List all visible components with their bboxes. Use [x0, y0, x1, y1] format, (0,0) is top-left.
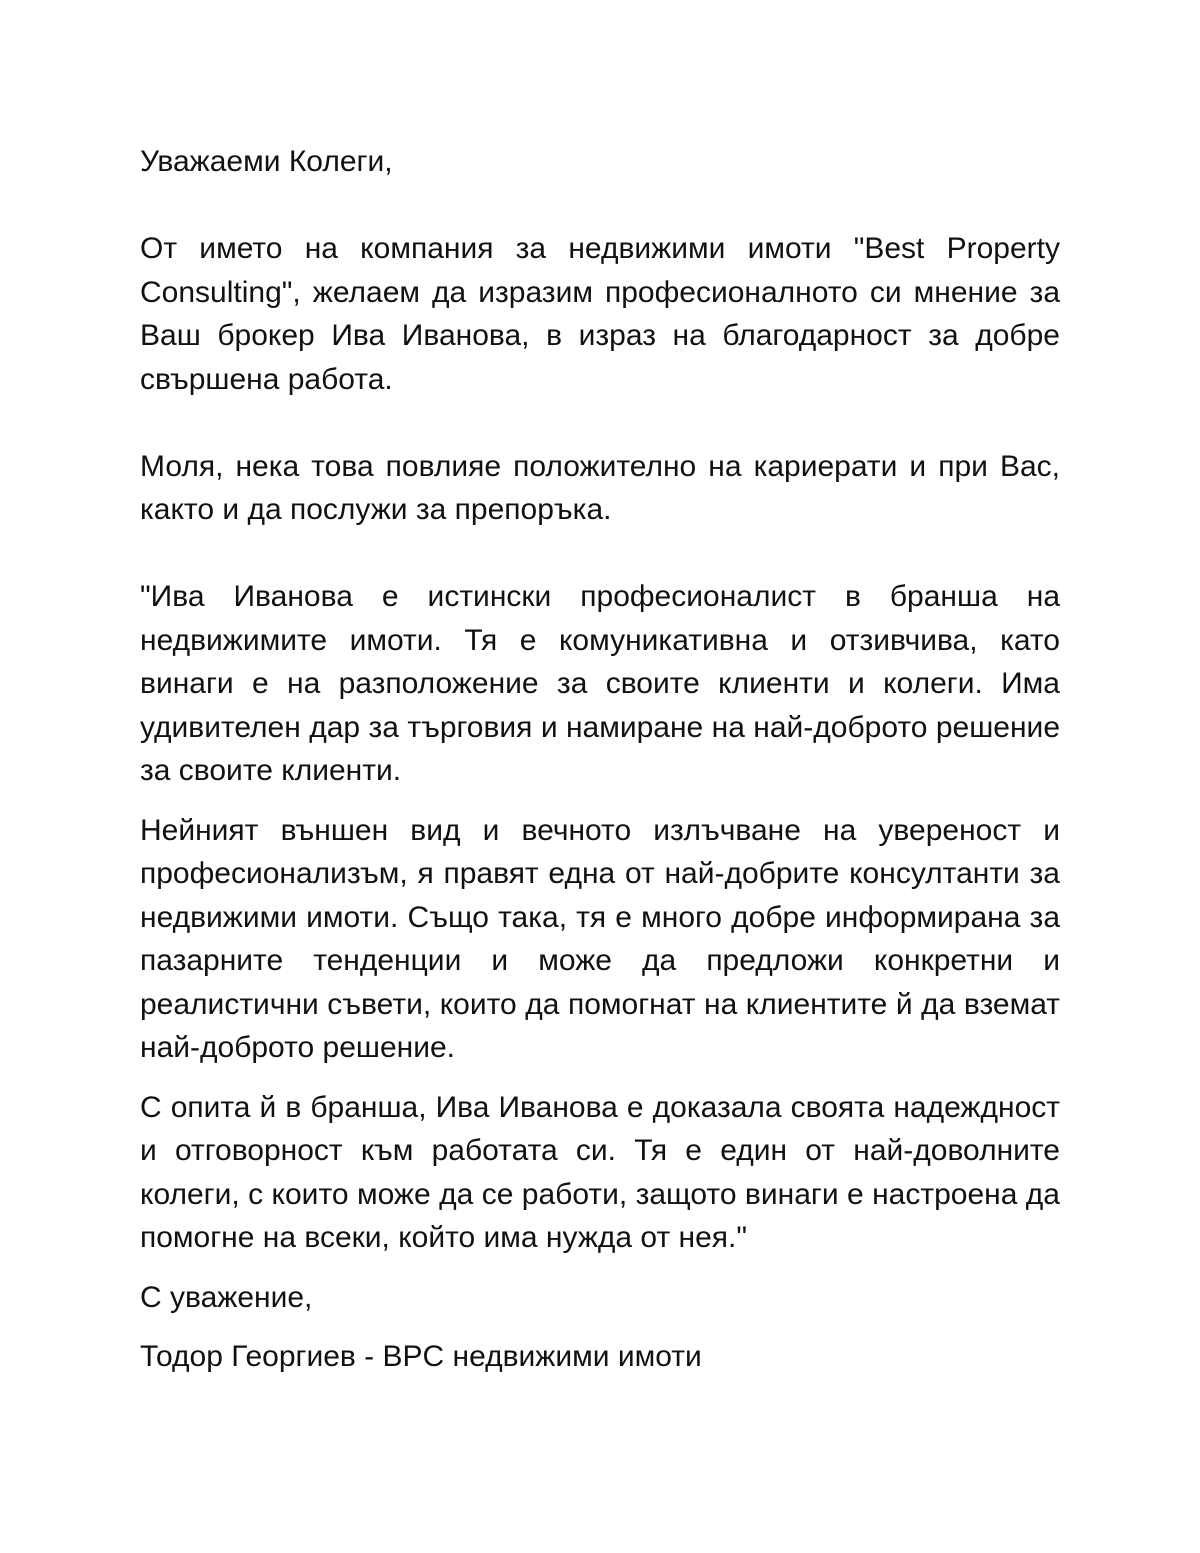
recommendation-quote-paragraph-2: Нейният външен вид и вечното излъчване на увереност и професионализъм, я правят една от най-добрите консултанти за недвижими имоти. Също така, тя е много добре информирана за пазарните тенденции и може да предложи конкретни и реалистични съвети, които да помогнат на клиентите й да вземат най-доброто решение.	[140, 813, 1060, 1064]
letter-closing: С уважение,	[140, 1280, 313, 1314]
letter-body	[140, 140, 1060, 1379]
letter-greeting: Уважаеми Колеги,	[140, 145, 393, 178]
recommendation-quote-paragraph-3: С опита й в бранша, Ива Иванова е доказала своята надеждност и отговорност към работата си. Тя е един от най-доволните колеги, с които може да се работи, защото винаги е настроена да помогне на всеки, който има нужда от нея."	[140, 1090, 1060, 1254]
recommendation-quote-paragraph-1: "Ива Иванова е истински професионалист в бранша на недвижимите имоти. Тя е комуникативна и отзивчива, като винаги е на разположение за своите клиенти и колеги. Има удивителен дар за търговия и намиране на най-доброто решение за своите клиенти.	[140, 580, 1060, 787]
letter-request-paragraph: Моля, нека това повлияе положително на кариерати и при Вас, както и да послужи за препоръка.	[140, 449, 1060, 526]
letter-intro-paragraph: От името на компания за недвижими имоти "Best Property Consulting", желаем да изразим професионалното си мнение за Ваш брокер Ива Иванова, в израз на благодарност за добре свършена работа.	[140, 232, 1060, 396]
letter-signature: Тодор Георгиев - BPC недвижими имоти	[140, 1340, 702, 1373]
